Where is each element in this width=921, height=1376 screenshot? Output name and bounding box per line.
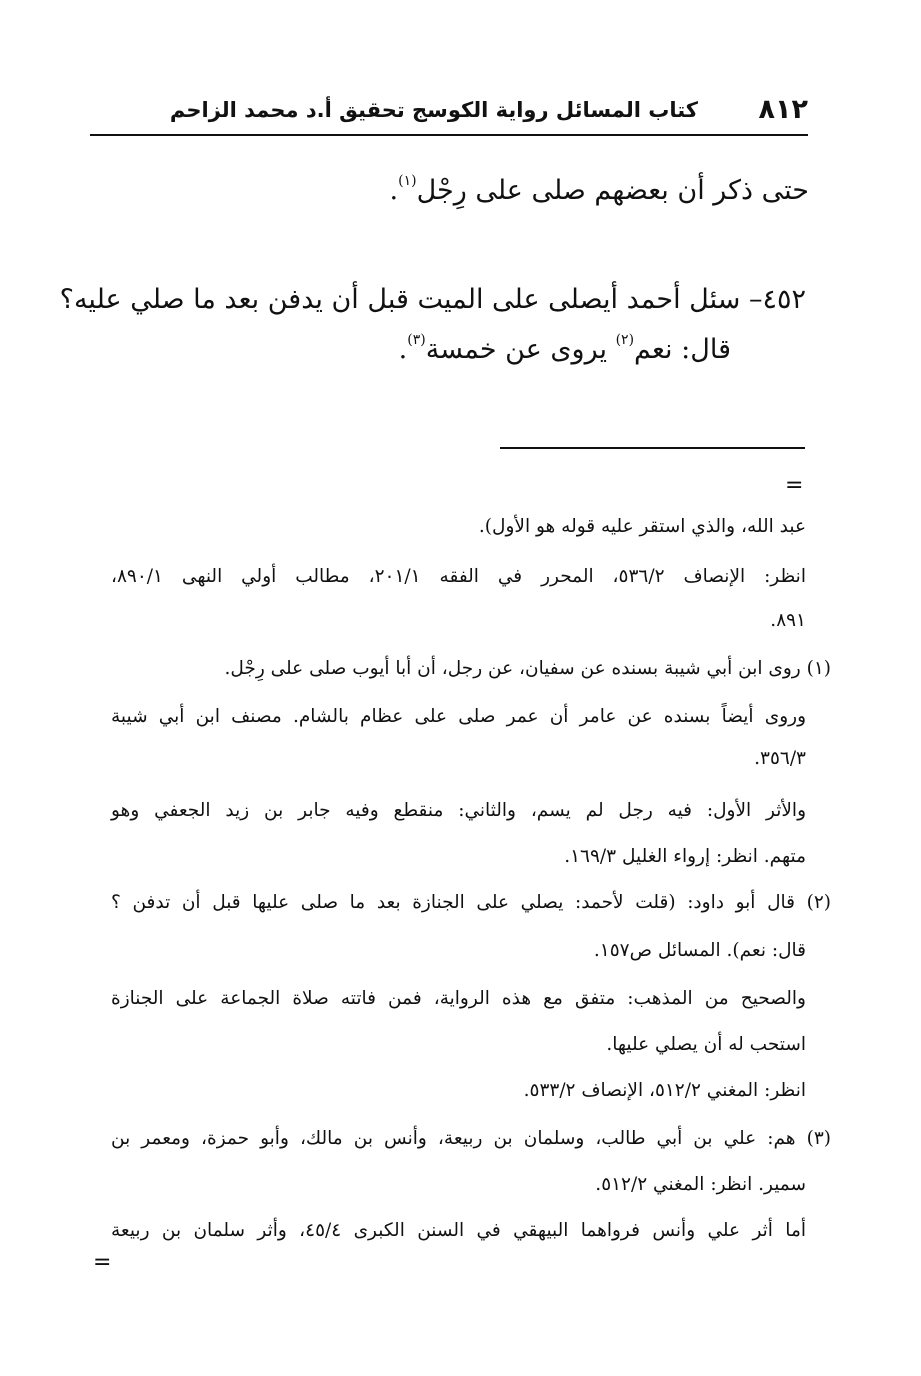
footnote-3 [111, 1124, 831, 1153]
footnote-ref-2: (٢) [615, 332, 635, 348]
footnote-line: ٣٥٦/٣. [754, 748, 806, 769]
footnote-ref-1: (١) [398, 173, 417, 189]
answer-end: . [398, 334, 408, 365]
footnote-line: استحب له أن يصلي عليها. [606, 1034, 806, 1055]
continuation-mark-bottom: = [93, 1250, 112, 1275]
footnote-line: ٨٩١. [770, 610, 806, 631]
footnote-separator [500, 447, 805, 449]
footnote-line: وروى أيضاً بسنده عن عامر أن عمر صلى على عظام بالشام. مصنف ابن أبي شيبة [111, 706, 806, 727]
footnote-line: والصحيح من المذهب: متفق مع هذه الرواية، فمن فاتته صلاة الجماعة على الجنازة [111, 988, 806, 1009]
footnote-1 [111, 654, 831, 683]
running-title: كتاب المسائل رواية الكوسج تحقيق أ.د محمد الزاحم [169, 98, 698, 122]
footnote-number: (١) [806, 658, 831, 679]
continuation-mark: = [785, 473, 804, 498]
footnote-2 [111, 888, 831, 917]
issue-452-answer [399, 334, 731, 365]
footnote-ref-3: (٣) [407, 332, 426, 348]
footnote-number: (٣) [806, 1128, 831, 1149]
body-text: حتى ذكر أن بعضهم صلى على رِجْل [416, 175, 809, 206]
answer-text: قال: نعم [634, 334, 731, 365]
body-text-end: . [389, 175, 399, 206]
footnote-line: والأثر الأول: فيه رجل لم يسم، والثاني: منقطع وفيه جابر بن زيد الجعفي وهو [111, 800, 806, 821]
footnote-text: هم: علي بن أبي طالب، وسلمان بن ربيعة، وأنس بن مالك، وأبو حمزة، ومعمر بن [111, 1128, 796, 1149]
footnote-text: قال أبو داود: (قلت لأحمد: يصلي على الجنازة بعد ما صلى عليها قبل أن تدفن ؟ [111, 892, 795, 913]
footnote-number: (٢) [806, 892, 831, 913]
footnote-line: سمير. انظر: المغني ٥١٢/٢. [595, 1174, 806, 1195]
body-text-line [390, 175, 809, 206]
footnote-line: انظر: الإنصاف ٥٣٦/٢، المحرر في الفقه ٢٠١/١، مطالب أولي النهى ٨٩٠/١، [111, 566, 806, 587]
page-number: ٨١٢ [758, 94, 808, 125]
issue-452-question: ٤٥٢– سئل أحمد أيصلى على الميت قبل أن يدفن بعد ما صلي عليه؟ [59, 284, 806, 315]
footnote-line: عبد الله، والذي استقر عليه قوله هو الأول). [478, 516, 806, 537]
footnote-line: قال: نعم). المسائل ص١٥٧. [593, 940, 806, 961]
page-header [90, 88, 808, 136]
footnote-line: أما أثر علي وأنس فرواهما البيهقي في السنن الكبرى ٤٥/٤، وأثر سلمان بن ربيعة [111, 1220, 806, 1241]
footnote-line: متهم. انظر: إرواء الغليل ١٦٩/٣. [564, 846, 806, 867]
answer-text-cont: يروى عن خمسة [425, 334, 616, 365]
footnote-line: انظر: المغني ٥١٢/٢، الإنصاف ٥٣٣/٢. [523, 1080, 806, 1101]
footnote-text: روى ابن أبي شيبة بسنده عن سفيان، عن رجل، أن أبا أيوب صلى على رِجْل. [224, 658, 801, 679]
